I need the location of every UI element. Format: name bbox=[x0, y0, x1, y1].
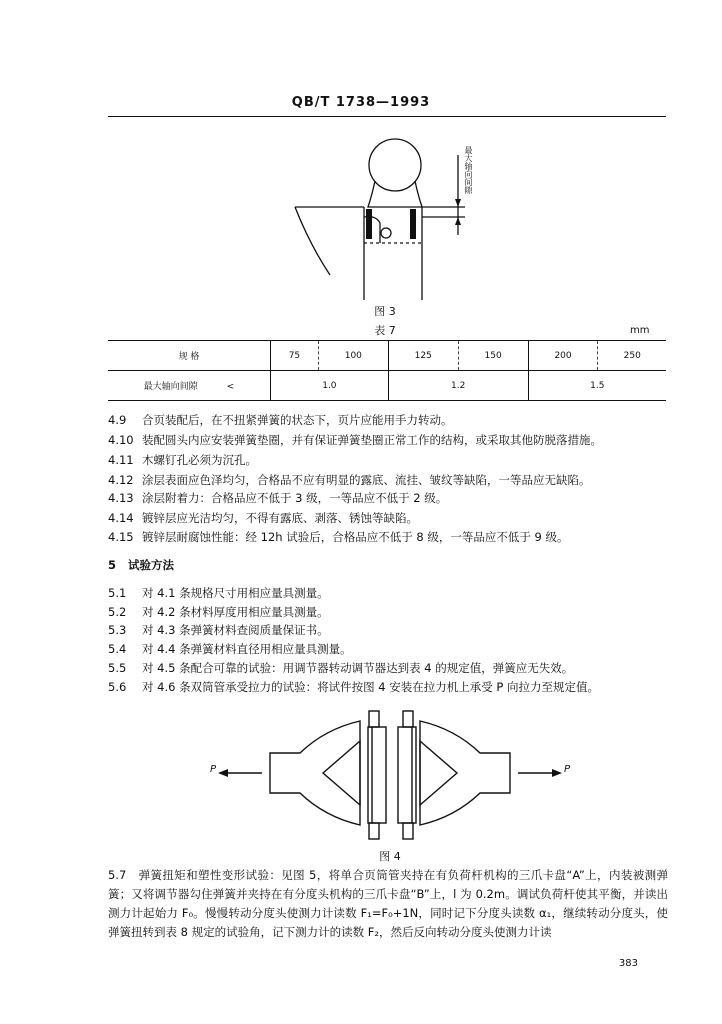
figure-4-drawing bbox=[200, 705, 580, 845]
table-7-title: 表 7 bbox=[374, 324, 396, 337]
spec-cell: 100 bbox=[318, 341, 388, 371]
clause-4-13: 4.13 涂层附着力：合格品应不低于 3 级，一等品应不低于 2 级。 bbox=[108, 491, 448, 505]
clause-4-12: 4.12 涂层表面应色泽均匀，合格品不应有明显的露底、流挂、皱纹等缺陷，一等品应无缺陷。 bbox=[108, 473, 591, 487]
table-row bbox=[108, 341, 666, 371]
clause-5-1: 5.1 对 4.1 条规格尺寸用相应量具测量。 bbox=[108, 586, 329, 600]
gap-cell: 1.5 bbox=[528, 371, 666, 401]
page-number: 383 bbox=[618, 958, 638, 969]
clause-5-6: 5.6 对 4.6 条双筒管承受拉力的试验：将试件按图 4 安装在拉力机上承受 P 向拉力至规定值。 bbox=[108, 680, 599, 694]
spec-cell: 200 bbox=[528, 341, 598, 371]
spec-cell: 75 bbox=[271, 341, 319, 371]
table-7-unit: mm bbox=[630, 325, 650, 336]
table-7 bbox=[108, 340, 666, 401]
gap-cell: 1.0 bbox=[271, 371, 389, 401]
standard-code: QB/T 1738—1993 bbox=[291, 95, 431, 110]
figure-4-caption: 图 4 bbox=[379, 850, 401, 863]
force-right-label: P bbox=[564, 764, 571, 775]
clause-4-15: 4.15 镀锌层耐腐蚀性能：经 12h 试验后，合格品应不低于 8 级，一等品应不低于 9 级。 bbox=[108, 530, 569, 544]
figure-3-caption: 图 3 bbox=[374, 305, 396, 318]
clause-5-4: 5.4 对 4.4 条弹簧材料直径用相应量具测量。 bbox=[108, 642, 352, 656]
spec-cell: 150 bbox=[458, 341, 528, 371]
clause-4-14: 4.14 镀锌层应光洁均匀，不得有露底、剥落、锈蚀等缺陷。 bbox=[108, 511, 418, 525]
clause-5-2: 5.2 对 4.2 条材料厚度用相应量具测量。 bbox=[108, 605, 329, 619]
section-5-heading: 5 试验方法 bbox=[108, 558, 174, 572]
gap-label-cell bbox=[108, 371, 271, 401]
gap-label: 最大轴向间隙 bbox=[143, 382, 198, 392]
spec-cell: 125 bbox=[388, 341, 458, 371]
clause-5-3: 5.3 对 4.3 条弹簧材料查阅质量保证书。 bbox=[108, 623, 329, 637]
less-than-symbol: < bbox=[226, 382, 235, 392]
clause-5-7: 5.7 弹簧扭矩和塑性变形试验：见图 5，将单合页筒管夹持在有负荷杆机构的三爪卡盘“A”上，内装被测弹簧；又将调节器勾住弹簧并夹持在有分度头机构的三爪卡盘“B”上，l 为 0.2m。调试负荷杆使其平衡，并读出测力计起始力 F₀。慢慢转动分度头使测力计读数 F₁=F₀+1N，同时记下分度头读数 α₁，继续转动分度头，使弹簧扭转到表 8 规定的试验角，记下测力计的读数 F₂，然后反向转动分度头使测力计读 bbox=[108, 868, 668, 939]
table-row bbox=[108, 371, 666, 401]
clause-5-5: 5.5 对 4.5 条配合可靠的试验：用调节器转动调节器达到表 4 的规定值，弹簧应无失效。 bbox=[108, 661, 574, 675]
axial-gap-label: 最大轴向间隙 bbox=[464, 146, 473, 194]
clause-4-11: 4.11 木螺钉孔必须为沉孔。 bbox=[108, 453, 257, 467]
clause-4-9: 4.9 合页装配后，在不扭紧弹簧的状态下，页片应能用手力转动。 bbox=[108, 413, 453, 427]
spec-cell: 250 bbox=[598, 341, 666, 371]
gap-cell: 1.2 bbox=[388, 371, 528, 401]
force-left-label: P bbox=[210, 764, 217, 775]
clause-4-10: 4.10 装配圆头内应安装弹簧垫圈，并有保证弹簧垫圈正常工作的结构，或采取其他防脱落措施。 bbox=[108, 433, 602, 447]
header-rule bbox=[108, 116, 666, 117]
spec-label: 规 格 bbox=[108, 341, 271, 371]
